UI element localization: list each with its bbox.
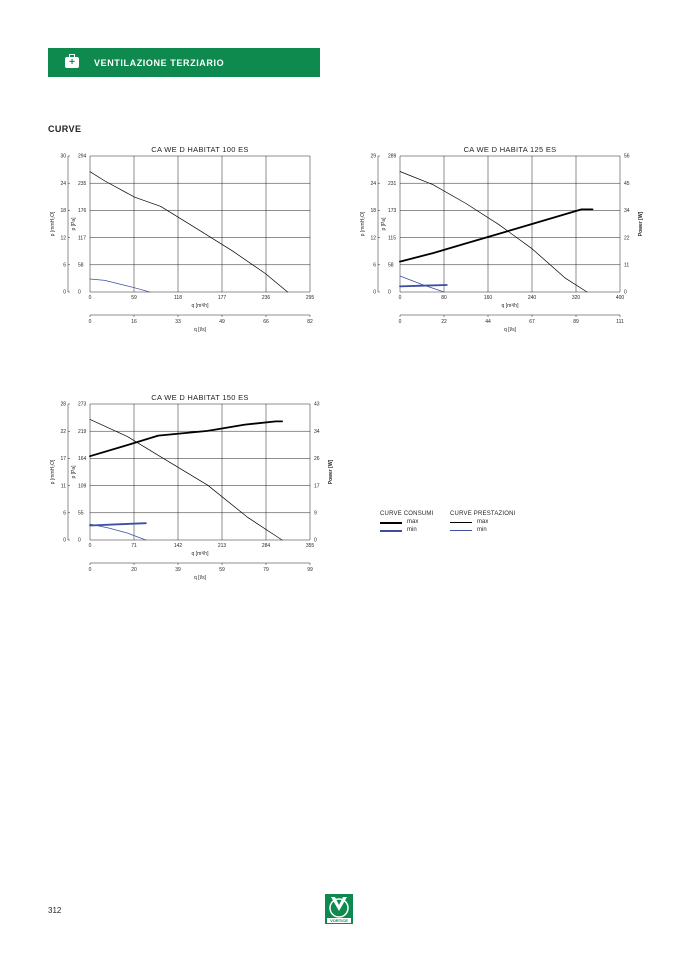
tick-label-x: 142 <box>173 543 183 549</box>
legend-prestazioni-title: CURVE PRESTAZIONI <box>450 511 516 517</box>
logo-text: VORTICE <box>330 918 348 923</box>
tick-label-power: 26 <box>314 456 320 463</box>
tick-label-power: 34 <box>314 428 320 435</box>
tick-label-pa: 0 <box>388 289 391 296</box>
first-aid-kit-icon: + <box>65 57 79 68</box>
tick-label-mm: 24 <box>370 180 376 187</box>
tick-label-pa: 164 <box>78 456 87 463</box>
tick-label-x: 400 <box>615 295 625 301</box>
tick-label-pa: 176 <box>78 208 87 215</box>
tick-label-x: 80 <box>441 295 447 301</box>
axis-label-x: q [m³/h] <box>191 551 209 557</box>
legend-consumi-min-line <box>380 530 402 532</box>
tick-label-power: 17 <box>314 483 320 490</box>
series-prestazioni-min <box>90 279 150 292</box>
series-prestazioni-max <box>90 419 282 540</box>
series-prestazioni-max <box>400 172 587 293</box>
chart-title: CA WE D HABITA 125 ES <box>463 145 557 154</box>
tick-label-mm: 6 <box>63 510 66 517</box>
header-title: VENTILAZIONE TERZIARIO <box>94 57 225 68</box>
tick-label-mm: 28 <box>60 401 66 408</box>
tick-label-x2: 79 <box>263 567 269 573</box>
legend-consumi-title: CURVE CONSUMI <box>380 511 434 517</box>
tick-label-pa: 173 <box>388 208 397 215</box>
tick-label-x: 0 <box>398 295 402 301</box>
series-consumi-max <box>400 209 593 261</box>
tick-label-x: 295 <box>305 295 315 301</box>
axis-label-x2: q [l/s] <box>504 327 516 333</box>
axis-label-pa: p [Pa] <box>71 217 77 231</box>
tick-label-mm: 12 <box>370 235 376 242</box>
tick-label-x: 355 <box>305 543 315 549</box>
axis-label-power: Power [W] <box>328 459 334 485</box>
tick-label-x: 118 <box>174 295 182 301</box>
tick-label-power: 56 <box>624 153 630 160</box>
axis-label-mm: p [mmH₂O] <box>50 459 56 485</box>
tick-label-pa: 55 <box>78 510 84 517</box>
axis-label-power: Power [W] <box>638 211 644 237</box>
tick-label-pa: 294 <box>78 153 87 160</box>
tick-label-x2: 82 <box>307 319 313 325</box>
tick-label-x2: 99 <box>307 567 313 573</box>
tick-label-x2: 20 <box>131 567 137 573</box>
tick-label-mm: 12 <box>60 235 66 242</box>
tick-label-x2: 0 <box>88 567 92 573</box>
tick-label-x2: 0 <box>88 319 92 325</box>
legend-consumi-max-label: max <box>407 519 419 525</box>
tick-label-mm: 0 <box>63 289 66 296</box>
axis-label-mm: p [mmH₂O] <box>50 211 56 237</box>
axis-label-pa: p [Pa] <box>71 465 77 479</box>
legend-prestazioni-max-line <box>450 522 472 523</box>
axis-label-x2: q [l/s] <box>194 327 206 333</box>
tick-label-pa: 273 <box>78 401 87 408</box>
tick-label-mm: 30 <box>60 153 66 160</box>
tick-label-pa: 0 <box>78 289 81 296</box>
tick-label-x2: 39 <box>175 567 181 573</box>
tick-label-x2: 16 <box>131 319 137 325</box>
tick-label-x: 71 <box>131 543 137 549</box>
series-consumi-max <box>90 421 282 456</box>
legend-prestazioni-min-label: min <box>477 527 487 533</box>
tick-label-power: 45 <box>624 180 630 187</box>
tick-label-x: 160 <box>483 295 493 301</box>
series-prestazioni-min <box>400 276 444 292</box>
tick-label-x2: 0 <box>398 319 402 325</box>
tick-label-mm: 11 <box>60 483 66 490</box>
tick-label-pa: 58 <box>78 262 84 269</box>
tick-label-pa: 0 <box>78 537 81 544</box>
section-title: CURVE <box>48 124 82 134</box>
header-banner <box>48 48 320 77</box>
tick-label-x2: 89 <box>573 319 579 325</box>
tick-label-pa: 117 <box>78 235 86 242</box>
tick-label-pa: 109 <box>78 483 87 490</box>
axis-label-x: q [m³/h] <box>191 303 209 309</box>
chart-habitat-125 <box>355 140 644 350</box>
tick-label-pa: 231 <box>388 180 397 187</box>
vortice-logo-icon <box>325 894 353 924</box>
tick-label-power: 11 <box>624 262 630 269</box>
tick-label-power: 34 <box>624 208 630 215</box>
legend-consumi-max-line <box>380 522 402 524</box>
tick-label-x2: 49 <box>219 319 225 325</box>
series-consumi-min <box>400 285 447 286</box>
tick-label-x2: 66 <box>263 319 269 325</box>
tick-label-x: 320 <box>571 295 581 301</box>
series-prestazioni-min <box>90 524 146 540</box>
legend-prestazioni-min <box>450 527 530 535</box>
legend-prestazioni-min-line <box>450 530 472 531</box>
tick-label-x: 59 <box>131 295 137 301</box>
tick-label-mm: 6 <box>63 262 66 269</box>
tick-label-x2: 22 <box>441 319 447 325</box>
tick-label-x: 177 <box>217 295 227 301</box>
chart-title: CA WE D HABITAT 100 ES <box>151 145 249 154</box>
tick-label-x: 240 <box>527 295 537 301</box>
tick-label-x2: 33 <box>175 319 181 325</box>
tick-label-x2: 111 <box>616 319 624 325</box>
tick-label-pa: 235 <box>78 180 87 187</box>
tick-label-x2: 44 <box>485 319 491 325</box>
page-number: 312 <box>48 906 62 915</box>
tick-label-pa: 289 <box>388 153 397 160</box>
axis-label-x2: q [l/s] <box>194 575 206 581</box>
tick-label-mm: 22 <box>60 428 66 435</box>
tick-label-mm: 17 <box>60 456 66 463</box>
tick-label-x2: 67 <box>529 319 535 325</box>
tick-label-mm: 0 <box>373 289 376 296</box>
tick-label-x: 213 <box>217 543 227 549</box>
legend-prestazioni-max-label: max <box>477 519 489 525</box>
axis-label-mm: p [mmH₂O] <box>360 211 366 237</box>
legend-consumi-min-label: min <box>407 527 417 533</box>
tick-label-mm: 18 <box>370 208 376 215</box>
tick-label-pa: 219 <box>78 428 87 435</box>
tick-label-mm: 24 <box>60 180 66 187</box>
chart-title: CA WE D HABITAT 150 ES <box>151 393 249 402</box>
tick-label-pa: 58 <box>388 262 394 269</box>
tick-label-x: 0 <box>88 543 92 549</box>
tick-label-x: 284 <box>261 543 271 549</box>
tick-label-power: 0 <box>624 289 627 296</box>
tick-label-mm: 29 <box>370 153 376 160</box>
legend-consumi-min <box>380 527 460 535</box>
chart-habitat-150 <box>45 388 334 598</box>
tick-label-power: 22 <box>624 235 630 242</box>
legend-prestazioni-max <box>450 519 530 527</box>
tick-label-mm: 0 <box>63 537 66 544</box>
tick-label-x2: 59 <box>219 567 225 573</box>
tick-label-power: 0 <box>314 537 317 544</box>
axis-label-x: q [m³/h] <box>501 303 519 309</box>
series-consumi-min <box>90 523 146 525</box>
series-prestazioni-max <box>90 172 288 292</box>
tick-label-mm: 18 <box>60 208 66 215</box>
tick-label-power: 9 <box>314 510 317 517</box>
tick-label-power: 43 <box>314 401 320 408</box>
chart-habitat-100 <box>45 140 325 350</box>
tick-label-mm: 6 <box>373 262 376 269</box>
axis-label-pa: p [Pa] <box>381 217 387 231</box>
tick-label-x: 0 <box>88 295 92 301</box>
tick-label-x: 236 <box>261 295 271 301</box>
tick-label-pa: 115 <box>388 235 396 242</box>
legend-consumi-max <box>380 519 460 527</box>
